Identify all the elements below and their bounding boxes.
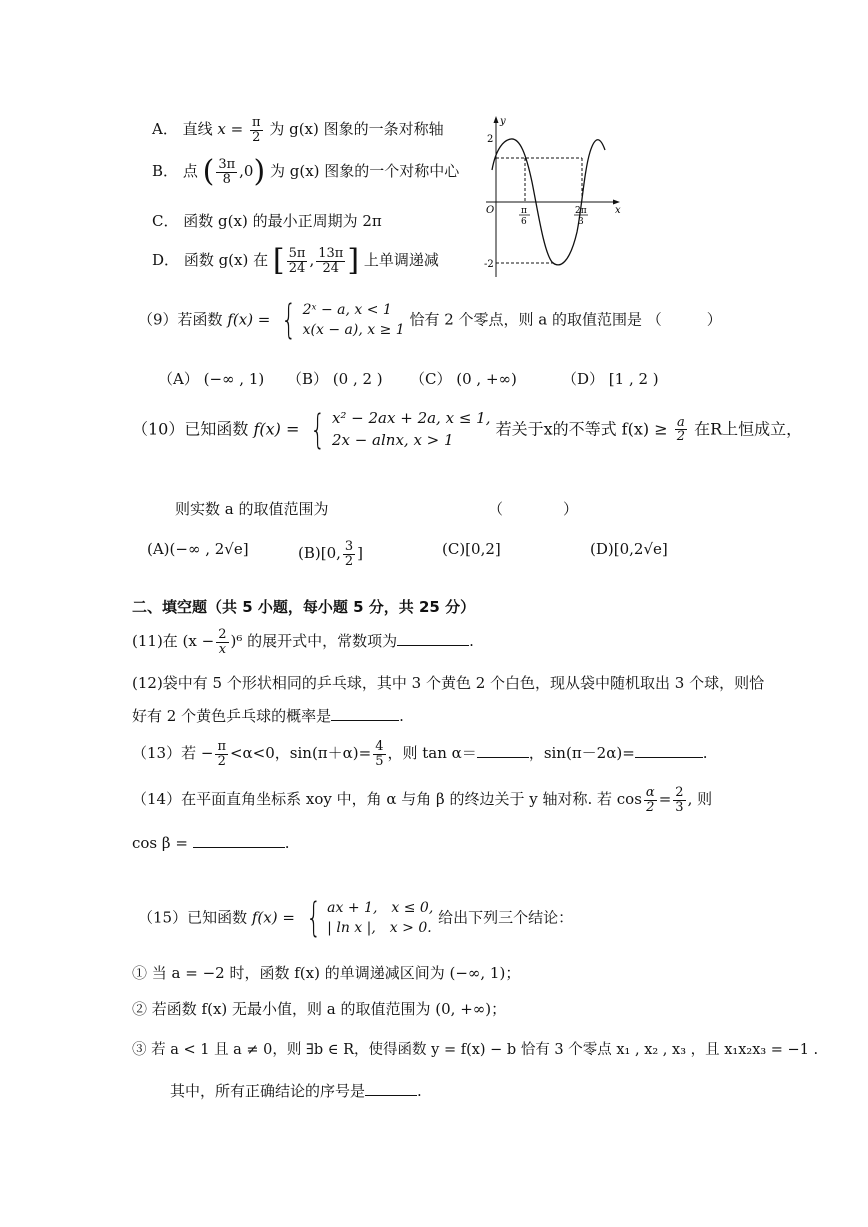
fraction — [675, 416, 687, 444]
answer-blank[interactable] — [193, 847, 285, 848]
option-letter: D． — [152, 251, 180, 269]
fraction — [216, 158, 237, 186]
q14-line2 — [132, 834, 289, 852]
tick-2pi3-num: 2π — [575, 206, 587, 216]
question-mid: 若关于x的不等式 f(x) ≥ — [495, 419, 668, 439]
q13-mid1: <α<0，sin(π＋α)= — [229, 744, 372, 763]
q10-option-b — [298, 540, 363, 568]
option-text: 为 g(x) 图象的一个对称中心 — [269, 162, 460, 180]
question-suffix: 恰有 2 个零点，则 a 的取值范围是 （ ） — [409, 310, 722, 329]
piecewise — [275, 297, 405, 344]
q13-mid2: ，则 tan α＝ — [387, 744, 477, 763]
y-bottom-label: -2 — [484, 259, 494, 270]
option-letter: C． — [152, 212, 179, 230]
q8-option-a — [152, 116, 444, 144]
q10-answer-paren: （ ） — [488, 500, 579, 518]
frac-den: 3 — [675, 799, 684, 815]
q15-end: . — [417, 1082, 422, 1100]
frac-num: 2 — [218, 627, 227, 642]
case-1: ax + 1, x ≤ 0, — [327, 900, 434, 916]
q13-end: . — [702, 744, 708, 763]
option-letter: B． — [152, 162, 179, 180]
x-axis-label: x — [615, 205, 621, 216]
q14-pre: （14）在平面直角坐标系 xoy 中，角 α 与角 β 的终边关于 y 轴对称. 若 cos — [132, 790, 642, 809]
q11 — [132, 628, 474, 656]
frac-den: 2 — [646, 799, 655, 815]
frac-den: 8 — [222, 171, 231, 187]
tick-pi6-den: 6 — [521, 217, 527, 227]
brace-icon: { — [281, 297, 297, 344]
fraction — [250, 116, 263, 144]
answer-blank[interactable] — [365, 1095, 417, 1096]
q8-option-d: D． 函数 g(x) 在 [ $\frac{5\pi}{24}$ , $\frac{13\pi}{24}$ ] 上单调递减 — [152, 243, 439, 278]
q11-post: )⁶ 的展开式中，常数项为 — [230, 632, 398, 651]
q15-conclusion-1: ① 当 a = −2 时，函数 f(x) 的单调递减区间为 (−∞, 1)； — [132, 964, 521, 982]
q11-pre: (11)在 (x − — [132, 632, 215, 651]
q14-line2-text: cos β = — [132, 834, 188, 852]
question-prefix: （15）已知函数 — [138, 908, 248, 927]
q15-conclusion-2: ② 若函数 f(x) 无最小值，则 a 的取值范围为 (0, +∞)； — [132, 1000, 507, 1018]
fraction — [373, 740, 385, 768]
q13-pre: （13）若 − — [132, 744, 214, 763]
case-2: | ln x |, x > 0. — [327, 920, 432, 937]
q9-option-a: （A） (−∞ , 1) — [158, 370, 265, 388]
q14-line1 — [132, 786, 712, 814]
option-text: 点 — [182, 162, 198, 180]
origin-label: O — [486, 205, 495, 216]
option-letter: A． — [152, 120, 178, 139]
question-prefix: （9）若函数 — [138, 310, 223, 329]
section-title: 二、填空题（共 5 小题，每小题 5 分，共 25 分） — [132, 598, 476, 616]
frac-den: 24 — [288, 260, 306, 276]
sine-graph — [478, 112, 628, 282]
left-bracket: [ — [272, 243, 285, 278]
q15-conclusion-3: ③ 若 a < 1 且 a ≠ 0，则 ∃b ∈ R，使得函数 y = f(x) − b 恰有 3 个零点 x₁ , x₂ , x₃ ，且 x₁x₂x₃ = −1 . — [132, 1042, 819, 1058]
q15-last — [170, 1080, 422, 1101]
option-text: 为 g(x) 图象的一条对称轴 — [269, 120, 444, 139]
frac-den: 2 — [676, 429, 685, 445]
q11-end: . — [469, 632, 474, 651]
cases — [303, 300, 405, 341]
right-bracket: ] — [347, 243, 360, 278]
function-name: f(x) = — [251, 908, 295, 927]
q12-line1: (12)袋中有 5 个形状相同的乒乓球，其中 3 个黄色 2 个白色，现从袋中随机取出 3 个球，则恰 — [132, 674, 765, 692]
piecewise — [304, 408, 490, 452]
function-name: f(x) = — [253, 419, 300, 439]
q14-post: , 则 — [687, 790, 713, 809]
piecewise — [300, 895, 434, 942]
function-name: f(x) = — [227, 310, 271, 329]
fraction — [287, 247, 308, 275]
question-suffix: 在R上恒成立， — [694, 419, 803, 439]
q12-line2 — [132, 705, 404, 726]
tick-pi6-num: π — [521, 206, 527, 216]
answer-blank[interactable] — [477, 757, 529, 758]
q14-end: . — [284, 834, 290, 852]
q10-line2: 则实数 a 的取值范围为 — [175, 500, 329, 518]
frac-num: a — [676, 414, 685, 430]
q9-stem — [138, 297, 722, 344]
frac-num: 3π — [218, 156, 236, 172]
question-suffix: 给出下列三个结论： — [438, 908, 574, 927]
equation: x = — [217, 120, 244, 139]
fraction — [215, 740, 228, 768]
answer-blank[interactable] — [331, 720, 399, 721]
fraction — [216, 628, 228, 656]
option-b-post: ] — [357, 544, 364, 563]
y-axis-label: y — [500, 116, 506, 127]
frac-num: 4 — [375, 739, 384, 754]
q12-text: 好有 2 个黄色乒乓球的概率是 — [132, 707, 332, 725]
q9-option-d: （D） [1 , 2 ) — [562, 370, 659, 388]
frac-num: π — [217, 739, 226, 754]
q8-option-c — [152, 210, 382, 231]
frac-den: 24 — [322, 260, 340, 276]
frac-den: x — [218, 641, 227, 657]
frac-den: 2 — [217, 753, 226, 769]
frac-num: π — [252, 115, 261, 130]
frac-num: 3 — [344, 539, 354, 554]
x-axis-arrow — [613, 200, 620, 205]
q14-eq: = — [658, 790, 672, 809]
q15-stem — [138, 895, 574, 942]
case-1: x² − 2ax + 2a, x ≤ 1, — [331, 409, 491, 427]
q13 — [132, 740, 708, 768]
fraction — [644, 786, 657, 814]
right-paren: ) — [253, 154, 266, 189]
frac-num: 13π — [318, 245, 344, 261]
frac-den: 5 — [375, 753, 384, 769]
q9-option-c: （C） (0 , +∞) — [410, 370, 517, 388]
cases — [327, 898, 433, 939]
q10-stem — [132, 408, 802, 452]
question-prefix: （10）已知函数 — [132, 419, 249, 439]
brace-icon: { — [310, 406, 326, 453]
cases — [332, 408, 491, 452]
q10-option-a: (A)(−∞ , 2√e] — [147, 540, 249, 558]
fraction — [673, 786, 685, 814]
q13-mid3: ，sin(π－2α)= — [528, 744, 635, 763]
option-text: 函数 g(x) 的最小正周期为 2π — [183, 212, 382, 230]
case-2: 2x − alnx, x > 1 — [331, 430, 454, 449]
fraction — [343, 540, 355, 568]
frac-num: 5π — [288, 245, 306, 261]
left-paren: ( — [202, 154, 215, 189]
option-text: 函数 g(x) 在 — [183, 251, 269, 269]
q12-end: . — [399, 707, 404, 725]
option-text: 上单调递减 — [363, 251, 439, 269]
point-tail: ,0 — [239, 162, 254, 180]
frac-num: α — [645, 785, 655, 800]
y-axis-arrow — [494, 116, 499, 123]
frac-den: 2 — [344, 553, 354, 569]
frac-den: 2 — [252, 129, 261, 145]
tick-2pi3-den: 3 — [578, 217, 584, 227]
q9-option-b: （B） (0 , 2 ) — [287, 370, 383, 388]
q10-option-d: (D)[0,2√e] — [590, 540, 668, 558]
q15-last-text: 其中，所有正确结论的序号是 — [170, 1082, 366, 1100]
option-text: 直线 — [182, 120, 213, 139]
answer-blank[interactable] — [635, 757, 703, 758]
option-b-pre: (B)[0, — [298, 544, 341, 563]
brace-icon: { — [305, 895, 322, 942]
frac-num: 2 — [675, 785, 684, 800]
case-2: x(x − a), x ≥ 1 — [302, 322, 405, 339]
answer-blank[interactable] — [397, 645, 469, 646]
q8-option-b — [152, 154, 460, 189]
q10-option-c: (C)[0,2] — [442, 540, 501, 558]
fraction — [316, 247, 345, 275]
case-1: 2ˣ − a, x < 1 — [302, 302, 392, 318]
y-top-label: 2 — [487, 134, 494, 145]
